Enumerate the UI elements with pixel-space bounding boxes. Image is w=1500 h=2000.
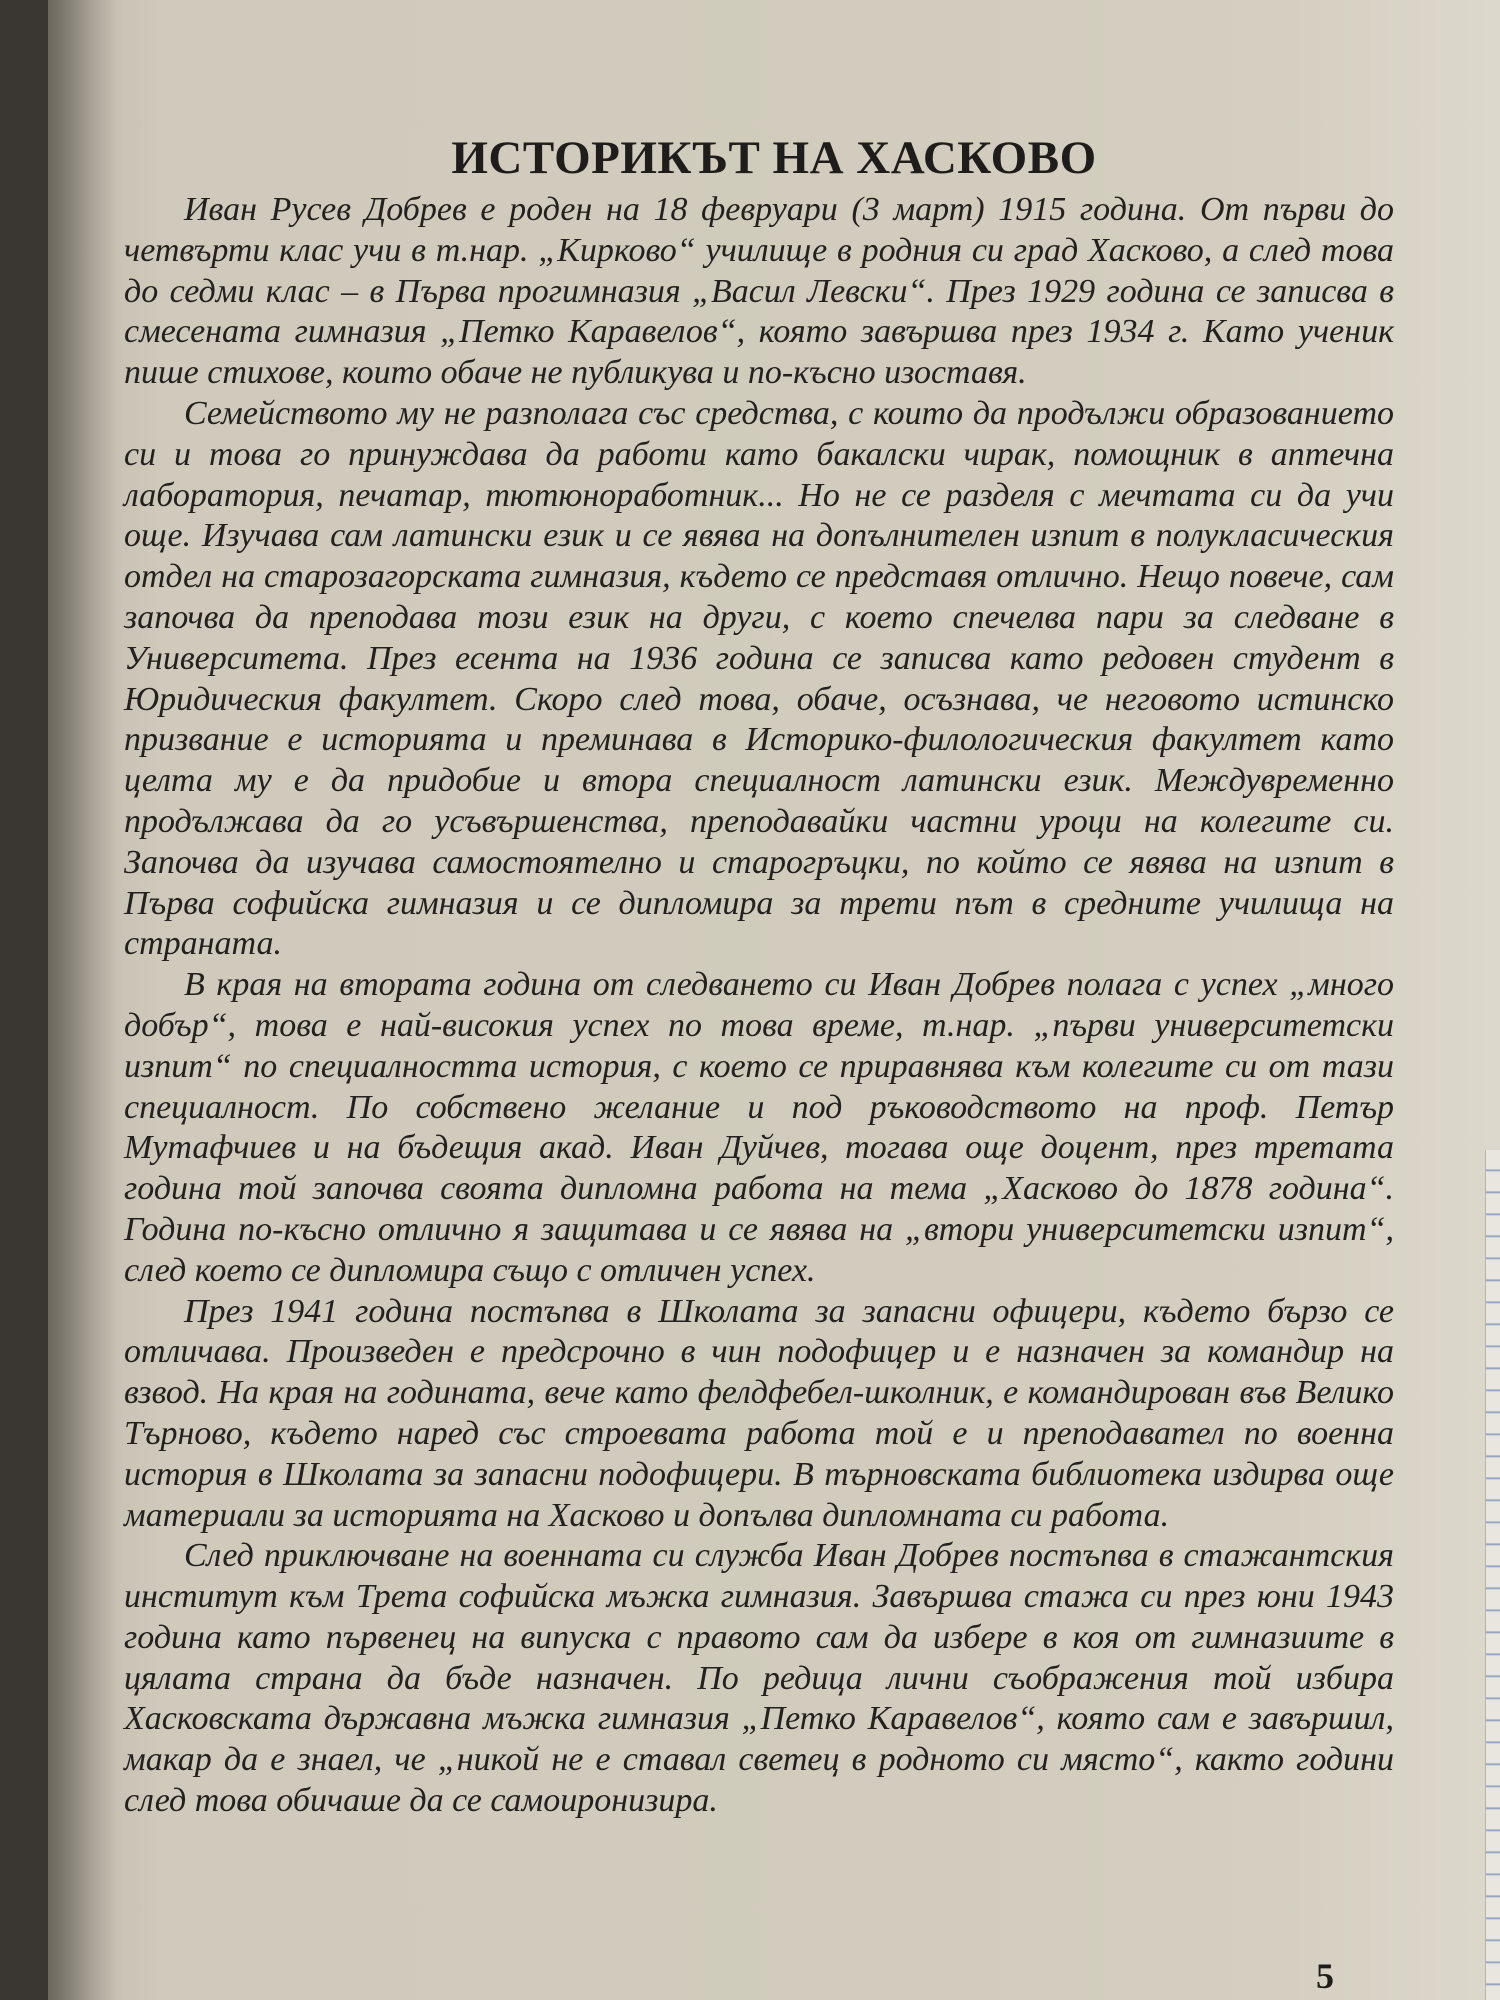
paragraph-4: През 1941 година постъпва в Школата за запасни офицери, където бързо се отличава. Произведен е предсрочно в чин подофицер и е назначен за командир на взвод. На края на годината, вече като фелдфебел-школник, е командирован във Велико Търново, където наред със строевата работа той е и преподавател по военна история в Школата за запасни подофицери. В търновската библиотека издирва още материали за историята на Хасково и допълва дипломната си работа. (124, 1292, 1394, 1534)
paragraph-5: След приключване на военната си служба Иван Добрев постъпва в стажантския институт към Трета софийска мъжка гимназия. Завършва стажа си през юни 1943 година като първенец на випуска с правото сам да избере в коя от гимназиите в цялата страна да бъде назначен. По редица лични съображения той избира Хасковската държавна мъжка гимназия „Петко Каравелов“, която сам е завършил, макар да е знаел, че „никой не е ставал светец в родното си място“, както години след това обичаше да се самоиронизира. (124, 1537, 1394, 1820)
paragraph-3: В края на втората година от следването си Иван Добрев полага с успех „много добър“, това е най-високия успех по това време, т.нар. „първи университетски изпит“ по специалността история, с което се приравнява към колегите си от тази специалност. По собствено желание и под ръководството на проф. Петър Мутафчиев и на бъдещия акад. Иван Дуйчев, тогава още доцент, през третата година той започва своята дипломна работа на тема „Хасково до 1878 година“. Година по-късно отлично я защитава и се явява на „втори университетски изпит“, след което се дипломира също с отличен успех. (124, 966, 1394, 1289)
page-number: 5 (1316, 1956, 1334, 1996)
spine-shadow (48, 0, 118, 2000)
paragraph-1: Иван Русев Добрев е роден на 18 февруари (3 март) 1915 година. От първи до четвърти клас учи в т.нар. „Кирково“ училище в родния си град Хасково, а след това до седми клас – в Първа прогимназия „Васил Левски“. През 1929 година се записва в смесената гимназия „Петко Каравелов“, която завършва през 1934 г. Като ученик пише стихове, които обаче не публикува и по-късно изоставя. (124, 191, 1394, 392)
adjacent-notebook-page (1485, 1150, 1500, 2000)
book-page (48, 0, 1500, 2000)
paragraph-2: Семейството му не разполага със средства, с които да продължи образованието си и това го принуждава да работи като бакалски чирак, помощник в аптечна лаборатория, печатар, тютюноработник... Но не се разделя с мечтата си да учи още. Изучава сам латински език и се явява на допълнителен изпит в полукласическия отдел на старозагорската гимназия, където се представя отлично. Нещо повече, сам започва да преподава този език на други, с което спечелва пари за следване в Университета. През есента на 1936 година се записва като редовен студент в Юридическия факултет. Скоро след това, обаче, осъзнава, че неговото истинско призвание е историята и преминава в Историко-филологическия факултет като целта му е да придобие и втора специалност латински език. Междувременно продължава да го усъвършенства, преподавайки частни уроци на колегите си. Започва да изучава самостоятелно и старогръцки, по който се явява на изпит в Първа софийска гимназия и се дипломира за трети път в средните училища на страната. (124, 394, 1394, 963)
body-text (124, 190, 1394, 1822)
page-title: ИСТОРИКЪТ НА ХАСКОВО (451, 132, 1097, 185)
